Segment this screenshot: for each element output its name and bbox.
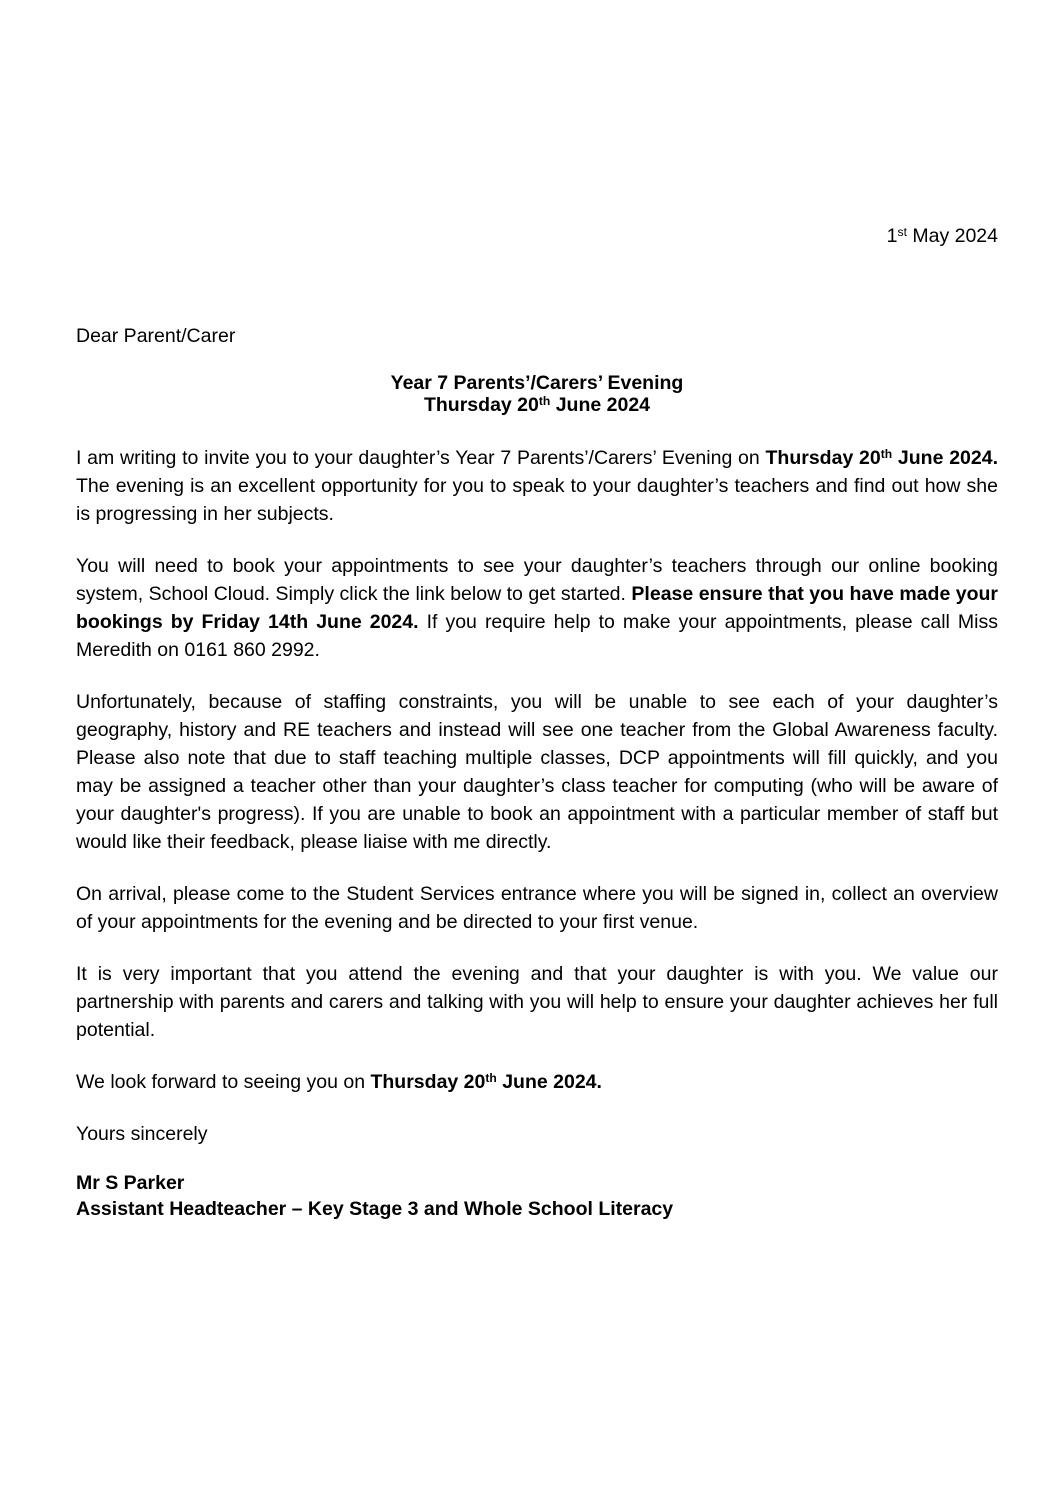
subject-line-2-pre: Thursday 20 <box>423 394 539 416</box>
closing-bold-post: June 2024. <box>496 1071 602 1093</box>
signature-title: Assistant Headteacher – Key Stage 3 and Whole School Literacy <box>76 1198 674 1220</box>
paragraph-1 <box>76 444 998 528</box>
paragraph-1-bold-date <box>766 447 998 469</box>
date-month-year: May 2024 <box>906 225 998 247</box>
closing-bold-date <box>370 1071 601 1093</box>
paragraph-2 <box>76 552 998 664</box>
subject-line-1: Year 7 Parents’/Carers’ Evening <box>390 372 684 394</box>
paragraph-1-segment-2: The evening is an excellent opportunity for you to speak to your daughter’s teachers and find out how she is progressing in her subjects. <box>76 475 998 525</box>
paragraph-1-bold-pre: Thursday 20 <box>765 447 881 469</box>
paragraph-3: Unfortunately, because of staffing constraints, you will be unable to see each of your daughter’s geography, history and RE teachers and instead will see one teacher from the Global Awareness faculty. Please also note that due to staff teaching multiple classes, DCP appointments will fill quickly, and you may be assigned a teacher other than your daughter’s class teacher for computing (who will be aware of your daughter's progress). If you are unable to book an appointment with a particular member of staff but would like their feedback, please liaise with me directly. <box>76 691 998 853</box>
paragraph-5: It is very important that you attend the evening and that your daughter is with you. We value our partnership with parents and carers and talking with you will help to ensure your daughter achieves her full potential. <box>76 963 998 1041</box>
signature-block <box>76 1170 998 1222</box>
letter-date <box>76 222 998 250</box>
paragraph-1-bold-post: June 2024. <box>892 447 998 469</box>
closing-bold-pre: Thursday 20 <box>370 1071 486 1093</box>
subject-line-2-post: June 2024 <box>550 394 651 416</box>
paragraph-4: On arrival, please come to the Student Services entrance where you will be signed in, collect an overview of your appointments for the evening and be directed to your first venue. <box>76 883 998 933</box>
paragraph-2-segment-2: If you require help to make your appointments, please call Miss Meredith on 0161 860 2992. <box>76 611 998 661</box>
date-day-number: 1 <box>886 225 898 247</box>
paragraph-2-bold-deadline: Please ensure that you have made your bookings by Friday 14th June 2024. <box>76 583 999 633</box>
paragraph-2-segment-1: You will need to book your appointments to see your daughter’s teachers through our online booking system, School Cloud. Simply click the link below to get started. <box>76 555 998 605</box>
signature-name: Mr S Parker <box>76 1172 185 1194</box>
letter-content <box>76 0 998 1222</box>
subject-line-2-ordinal: th <box>538 393 551 408</box>
signoff: Yours sincerely <box>76 1123 208 1145</box>
subject-heading <box>76 372 998 416</box>
paragraph-1-bold-ordinal: th <box>880 446 893 461</box>
salutation: Dear Parent/Carer <box>76 325 236 347</box>
paragraph-1-segment-1: I am writing to invite you to your daughter’s Year 7 Parents’/Carers’ Evening on <box>76 447 766 469</box>
closing-segment-1: We look forward to seeing you on <box>76 1071 371 1093</box>
date-ordinal-suffix: st <box>897 224 907 239</box>
closing-line <box>76 1068 998 1096</box>
subject-line-2 <box>424 394 650 416</box>
closing-bold-ordinal: th <box>485 1070 497 1085</box>
